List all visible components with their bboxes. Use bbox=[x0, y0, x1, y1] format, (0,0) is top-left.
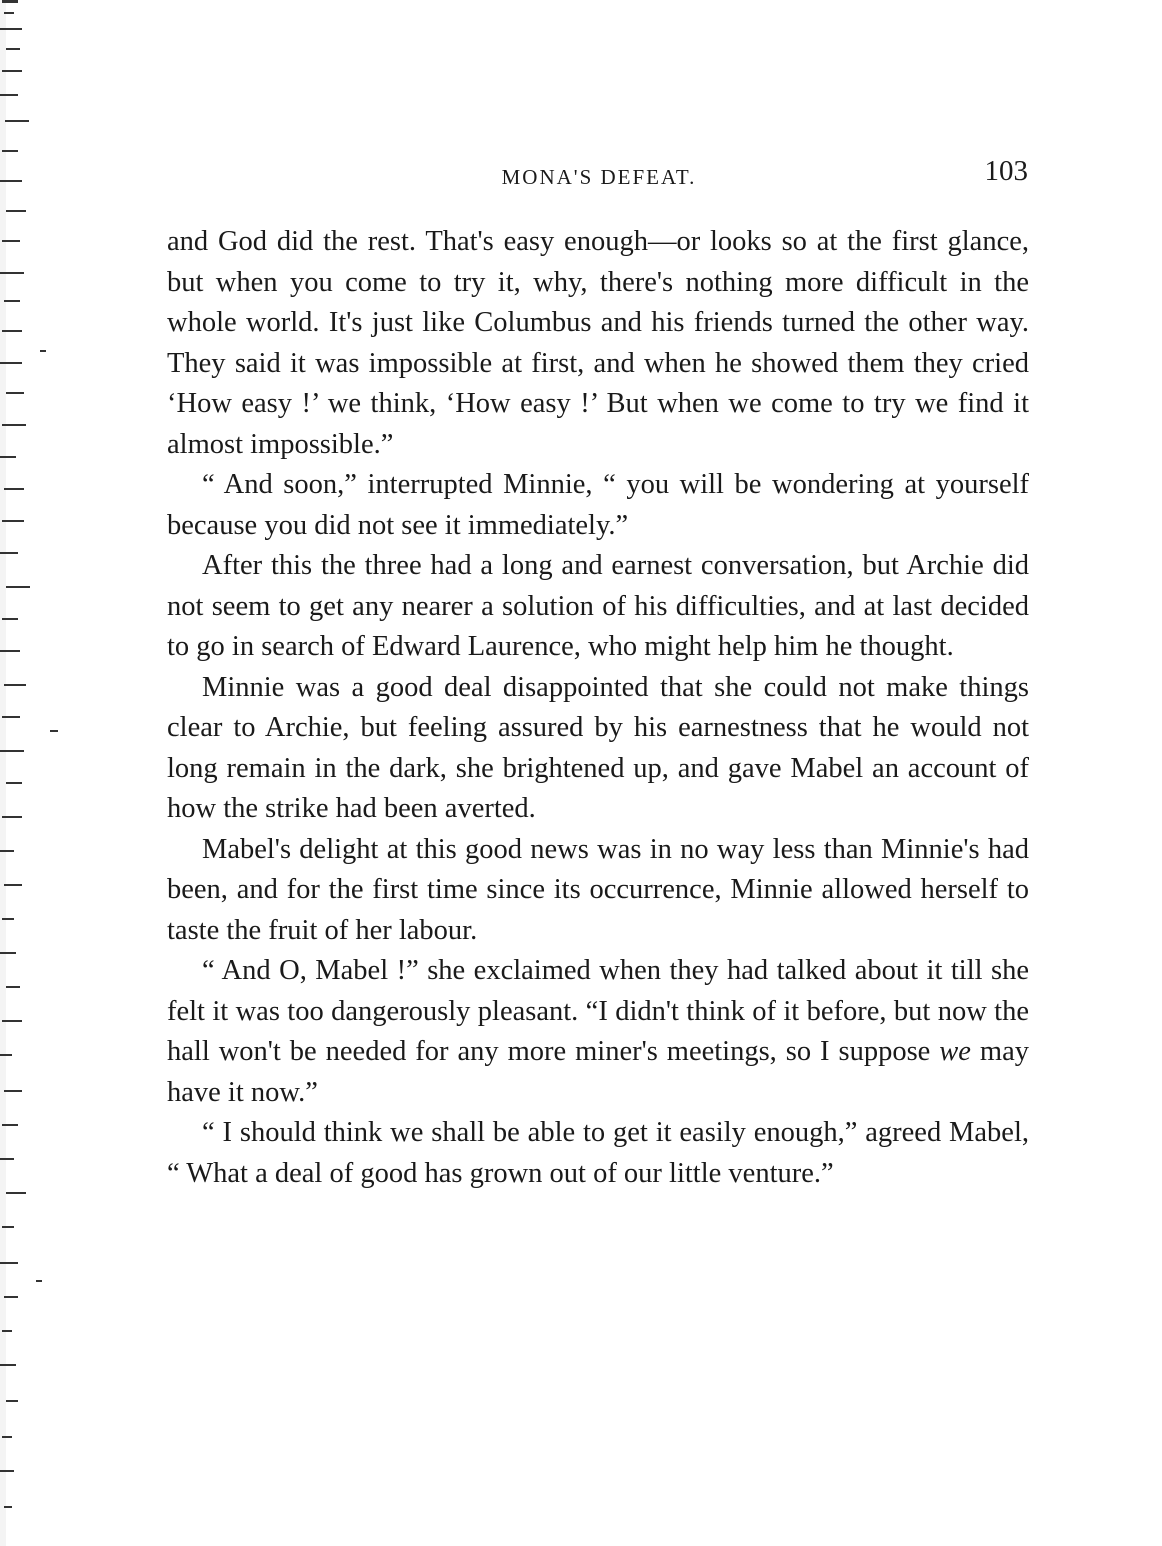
paragraph: and God did the rest. That's easy enough—or looks so at the first glance, but when you come to try it, why, there's nothing more difficult in the whole world. It's just like Columbus and his friends turned the other way. They said it was impossible at first, and when he showed them they cried ‘How easy !’ we think, ‘How easy !’ But when we come to try we find it almost impossible.” bbox=[167, 226, 1029, 460]
running-head: MONA'S DEFEAT. bbox=[501, 165, 697, 189]
body-text bbox=[167, 222, 1029, 1194]
page-number: 103 bbox=[984, 155, 1028, 187]
emphasis-text: we bbox=[939, 1036, 971, 1067]
scan-gutter-speckle bbox=[0, 0, 70, 1546]
paragraph-text: “ And O, Mabel !” she exclaimed when they had talked about it till she felt it was too dangerously pleasant. “I didn't think of it before, but now the hall won't be needed for any more miner's meetings, so I suppose bbox=[167, 955, 1029, 1067]
paragraph: Minnie was a good deal disappointed that she could not make things clear to Archie, but feeling assured by his earnestness that he would not long remain in the dark, she brightened up, and gave Mabel an account of how the strike had been averted. bbox=[167, 671, 1029, 824]
paragraph: “ I should think we shall be able to get it easily enough,” agreed Mabel, “ What a deal of good has grown out of our little venture.” bbox=[167, 1117, 1029, 1189]
paragraph-text: may have it now.” bbox=[167, 1036, 1029, 1108]
paragraph: Mabel's delight at this good news was in no way less than Minnie's had been, and for the first time since its occurrence, Minnie allowed herself to taste the fruit of her labour. bbox=[167, 833, 1029, 946]
page-header bbox=[168, 155, 1030, 195]
paragraph bbox=[167, 951, 1029, 1113]
paragraph: “ And soon,” interrupted Minnie, “ you will be wondering at yourself because you did not see it immediately.” bbox=[167, 469, 1029, 541]
paragraph: After this the three had a long and earnest conversation, but Archie did not seem to get any nearer a solution of his difficulties, and at last decided to go in search of Edward Laurence, who might help him he thought. bbox=[167, 550, 1029, 662]
